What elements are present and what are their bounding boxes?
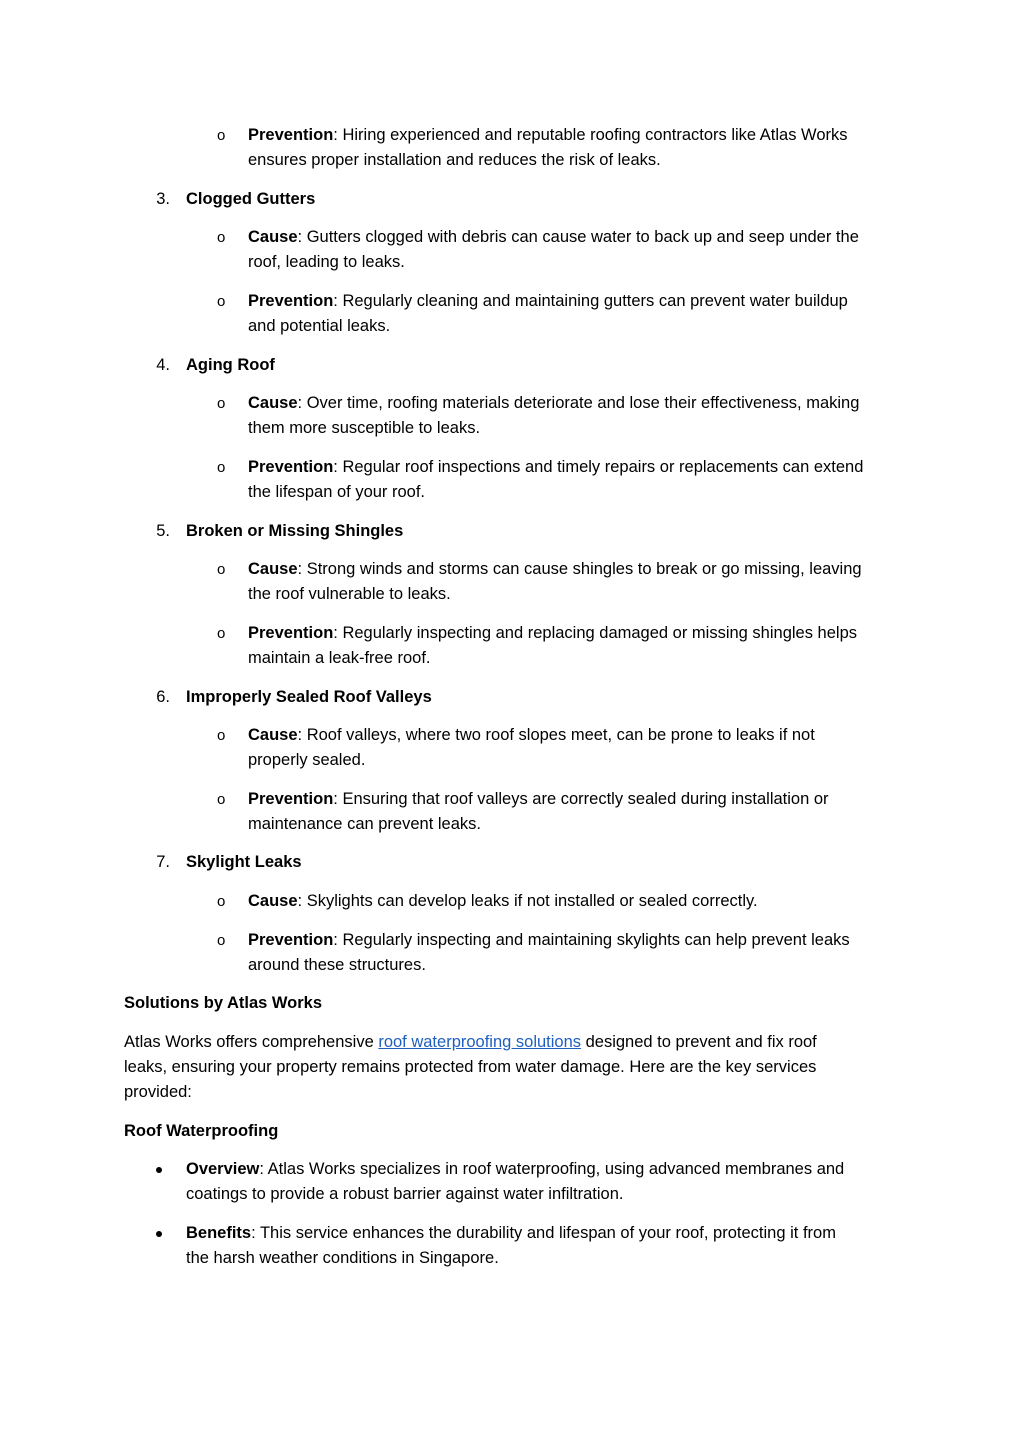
prevention-text: : Regular roof inspections and timely repairs or replacements can extend — [333, 458, 864, 476]
cause-label: Cause — [248, 726, 298, 744]
overview-text: : Atlas Works specializes in roof waterproofing, using advanced membranes and — [259, 1160, 845, 1178]
item-title-text: Improperly Sealed Roof Valleys — [186, 688, 432, 706]
prevention-text-cont: ensures proper installation and reduces the risk of leaks. — [248, 151, 661, 169]
cause-text: : Roof valleys, where two roof slopes meet, can be prone to leaks if not — [297, 726, 815, 744]
prevention-text: : Regularly inspecting and maintaining skylights can help prevent leaks — [333, 931, 850, 949]
benefits-text: : This service enhances the durability and lifespan of your roof, protecting it from — [251, 1224, 836, 1242]
solutions-paragraph-line2: leaks, ensuring your property remains protected from water damage. Here are the key services — [124, 1058, 817, 1076]
prevention-label: Prevention — [248, 931, 334, 949]
list-number: 7. — [156, 853, 170, 871]
prevention-text: : Regularly inspecting and replacing damaged or missing shingles helps — [333, 624, 857, 642]
list-item-title — [186, 519, 403, 544]
prevention-label: Prevention — [248, 790, 334, 808]
sub-bullet-marker: o — [217, 459, 226, 476]
overview-label: Overview — [186, 1160, 260, 1178]
cause-label: Cause — [248, 228, 298, 246]
prevention-line — [248, 928, 850, 953]
sub-bullet-marker: o — [217, 293, 226, 310]
section-heading — [124, 991, 322, 1016]
prevention-text-cont: the lifespan of your roof. — [248, 483, 426, 501]
cause-line — [248, 723, 815, 748]
benefits-label: Benefits — [186, 1224, 252, 1242]
list-number: 6. — [156, 688, 170, 706]
sub-bullet-marker: o — [217, 561, 226, 578]
sub-bullet-marker: o — [217, 932, 226, 949]
sub-bullet-marker: o — [217, 791, 226, 808]
cause-label: Cause — [248, 892, 298, 910]
list-item-title — [186, 353, 275, 378]
benefits-text-cont: the harsh weather conditions in Singapore. — [186, 1249, 499, 1267]
subsection-heading — [124, 1119, 278, 1144]
section-heading-text: Solutions by Atlas Works — [124, 994, 323, 1012]
prevention-text-cont: maintenance can prevent leaks. — [248, 815, 481, 833]
overview-line — [186, 1157, 844, 1182]
cause-text-cont: roof, leading to leaks. — [248, 253, 405, 271]
cause-label: Cause — [248, 560, 298, 578]
overview-text-cont: coatings to provide a robust barrier against water infiltration. — [186, 1185, 624, 1203]
list-number: 4. — [156, 356, 170, 374]
prevention-line — [248, 455, 863, 480]
sub-bullet-marker: o — [217, 127, 226, 144]
bullet-dot-icon — [156, 1167, 162, 1173]
cause-text: : Over time, roofing materials deteriorate and lose their effectiveness, making — [297, 394, 860, 412]
solutions-paragraph-line1 — [124, 1030, 817, 1055]
cause-text: : Strong winds and storms can cause shingles to break or go missing, leaving — [297, 560, 862, 578]
item-title-text: Skylight Leaks — [186, 853, 302, 871]
cause-line — [248, 225, 859, 250]
prevention-line — [248, 289, 848, 314]
para-text: designed to prevent and fix roof — [581, 1033, 817, 1051]
sub-bullet-marker: o — [217, 893, 226, 910]
cause-text: : Skylights can develop leaks if not installed or sealed correctly. — [297, 892, 758, 910]
prevention-text-cont: maintain a leak-free roof. — [248, 649, 431, 667]
bullet-dot-icon — [156, 1231, 162, 1237]
item-title-text: Clogged Gutters — [186, 190, 316, 208]
para-text: Atlas Works offers comprehensive — [124, 1033, 379, 1051]
prevention-label: Prevention — [248, 624, 334, 642]
sub-bullet-marker: o — [217, 229, 226, 246]
cause-text-cont: properly sealed. — [248, 751, 366, 769]
cause-line — [248, 391, 859, 416]
prevention-label: Prevention — [248, 126, 334, 144]
prevention-text: : Ensuring that roof valleys are correctly sealed during installation or — [333, 790, 829, 808]
roof-waterproofing-link[interactable]: roof waterproofing solutions — [378, 1033, 582, 1051]
list-item-title — [186, 685, 432, 710]
benefits-line — [186, 1221, 836, 1246]
cause-line — [248, 889, 758, 914]
cause-label: Cause — [248, 394, 298, 412]
list-item-title — [186, 187, 315, 212]
cause-text-cont: them more susceptible to leaks. — [248, 419, 481, 437]
item-title-text: Aging Roof — [186, 356, 275, 374]
prevention-line — [248, 621, 857, 646]
sub-bullet-marker: o — [217, 625, 226, 642]
list-number: 3. — [156, 190, 170, 208]
prevention-line — [248, 123, 848, 148]
sub-bullet-marker: o — [217, 395, 226, 412]
prevention-text: : Hiring experienced and reputable roofing contractors like Atlas Works — [333, 126, 848, 144]
list-number: 5. — [156, 522, 170, 540]
prevention-text-cont: around these structures. — [248, 956, 426, 974]
cause-text-cont: the roof vulnerable to leaks. — [248, 585, 451, 603]
subsection-heading-text: Roof Waterproofing — [124, 1122, 279, 1140]
prevention-label: Prevention — [248, 292, 334, 310]
sub-bullet-marker: o — [217, 727, 226, 744]
list-item-title — [186, 850, 302, 875]
prevention-line — [248, 787, 829, 812]
prevention-text: : Regularly cleaning and maintaining gutters can prevent water buildup — [333, 292, 848, 310]
solutions-paragraph-line3: provided: — [124, 1083, 192, 1101]
prevention-label: Prevention — [248, 458, 334, 476]
cause-text: : Gutters clogged with debris can cause water to back up and seep under the — [297, 228, 859, 246]
prevention-text-cont: and potential leaks. — [248, 317, 391, 335]
cause-line — [248, 557, 862, 582]
item-title-text: Broken or Missing Shingles — [186, 522, 404, 540]
